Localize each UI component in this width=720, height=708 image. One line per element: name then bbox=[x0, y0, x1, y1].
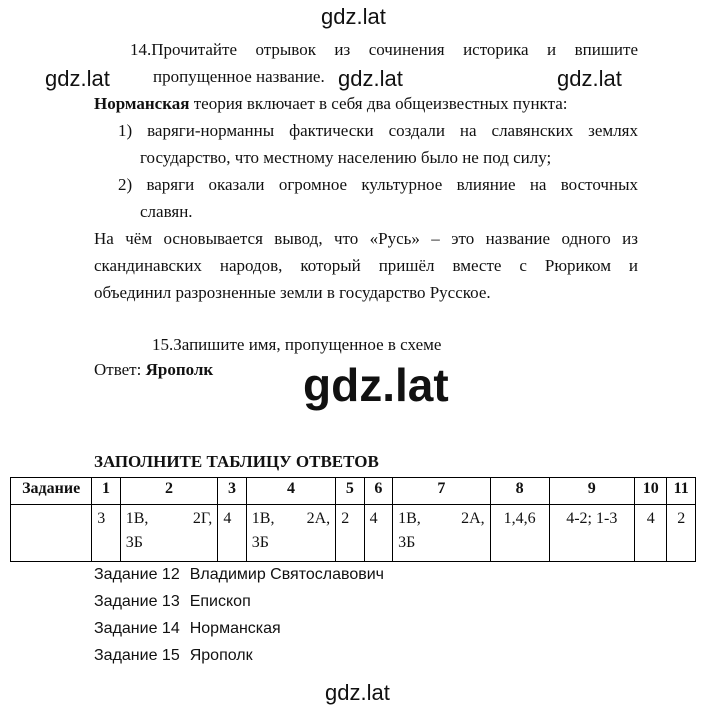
watermark-bottom: gdz.lat bbox=[325, 680, 390, 705]
cell-part: 1В, bbox=[125, 510, 149, 527]
task14-intro bbox=[94, 94, 568, 114]
cell-part: 3Б bbox=[398, 534, 416, 551]
summary-label: Задание 15 bbox=[94, 647, 180, 664]
watermark-center: gdz.lat bbox=[303, 359, 449, 411]
watermark-middle: gdz.lat bbox=[338, 66, 403, 91]
table-cell: 2 bbox=[667, 505, 696, 562]
watermark-left: gdz.lat bbox=[45, 66, 110, 91]
table-header-cell: 6 bbox=[364, 478, 392, 505]
cell-part: 3Б bbox=[125, 534, 143, 551]
table-cell: 2 bbox=[336, 505, 364, 562]
cell-part: 2А, bbox=[461, 510, 485, 527]
table-answer-row bbox=[11, 505, 696, 562]
answers-table bbox=[10, 477, 696, 562]
summary-label: Задание 14 bbox=[94, 620, 180, 637]
cell-part: 2Г, bbox=[192, 510, 213, 527]
table-header-cell: 4 bbox=[246, 478, 335, 505]
table-title: ЗАПОЛНИТЕ ТАБЛИЦУ ОТВЕТОВ bbox=[94, 452, 379, 471]
summary-value: Епископ bbox=[189, 593, 251, 610]
summary-label: Задание 13 bbox=[94, 593, 180, 610]
table-header-cell: Задание bbox=[11, 478, 92, 505]
watermark-top: gdz.lat bbox=[321, 4, 386, 29]
table-header-row bbox=[11, 478, 696, 505]
task14-point1-line2: государство, что местному населению было не под силу; bbox=[140, 148, 552, 167]
task14-heading-line1: 14.Прочитайте отрывок из сочинения историка и впишите bbox=[130, 40, 638, 59]
watermark-right: gdz.lat bbox=[557, 66, 622, 91]
table-cell bbox=[393, 505, 491, 562]
table-header-cell: 7 bbox=[393, 478, 491, 505]
summary-value: Владимир Святославович bbox=[189, 566, 384, 583]
table-cell: 4 bbox=[364, 505, 392, 562]
table-header-cell: 2 bbox=[120, 478, 218, 505]
table-cell: 1,4,6 bbox=[490, 505, 549, 562]
task14-heading-line2: пропущенное название. bbox=[153, 67, 325, 86]
summary-line bbox=[94, 565, 384, 585]
task15-answer-label: Ответ: bbox=[94, 360, 146, 379]
table-cell: 4-2; 1-3 bbox=[549, 505, 634, 562]
table-header-cell: 5 bbox=[336, 478, 364, 505]
task14-answer-word: Норманская bbox=[94, 94, 190, 113]
table-cell-empty bbox=[11, 505, 92, 562]
table-header-cell: 1 bbox=[92, 478, 120, 505]
table-header-cell: 3 bbox=[218, 478, 246, 505]
task14-point2-line1: 2) варяги оказали огромное культурное влияние на восточных bbox=[118, 175, 638, 194]
table-cell: 3 bbox=[92, 505, 120, 562]
summary-label: Задание 12 bbox=[94, 566, 180, 583]
task15-answer bbox=[94, 360, 213, 380]
cell-part: 1В, bbox=[251, 510, 275, 527]
task15-answer-value: Ярополк bbox=[145, 360, 214, 379]
table-header-cell: 10 bbox=[634, 478, 667, 505]
task14-intro-rest: теория включает в себя два общеизвестных пункта: bbox=[189, 94, 568, 113]
table-cell: 4 bbox=[218, 505, 246, 562]
task14-question-line2: скандинавских народов, который пришёл вместе с Рюриком и bbox=[94, 256, 638, 275]
cell-part: 2А, bbox=[306, 510, 331, 527]
cell-part: 1В, bbox=[398, 510, 421, 527]
summary-line bbox=[94, 592, 251, 612]
summary-value: Норманская bbox=[189, 620, 281, 637]
cell-part: 3Б bbox=[251, 534, 269, 551]
task14-point2-line2: славян. bbox=[140, 202, 193, 221]
table-cell: 4 bbox=[634, 505, 667, 562]
summary-value: Ярополк bbox=[189, 647, 253, 664]
summary-line bbox=[94, 646, 253, 666]
task15-heading: 15.Запишите имя, пропущенное в схеме bbox=[152, 335, 442, 354]
table-header-cell: 9 bbox=[549, 478, 634, 505]
table-cell bbox=[120, 505, 218, 562]
table-cell bbox=[246, 505, 335, 562]
task14-question-line1: На чём основывается вывод, что «Русь» – это название одного из bbox=[94, 229, 638, 248]
table-header-cell: 11 bbox=[667, 478, 696, 505]
summary-line bbox=[94, 619, 281, 639]
task14-question-line3: объединил разрозненные земли в государство Русское. bbox=[94, 283, 491, 302]
task14-point1-line1: 1) варяги-норманны фактически создали на славянских землях bbox=[118, 121, 638, 140]
table-header-cell: 8 bbox=[490, 478, 549, 505]
